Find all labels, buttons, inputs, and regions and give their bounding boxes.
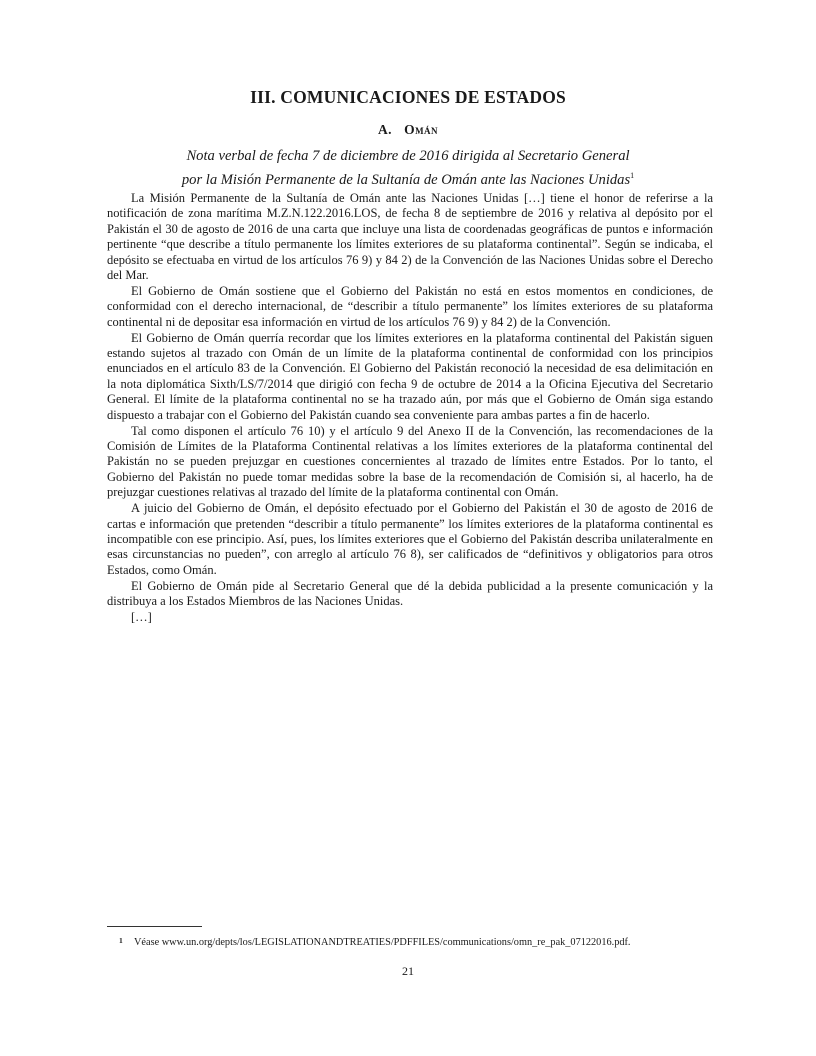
note-title (110, 147, 706, 190)
section-heading: III. COMUNICACIONES DE ESTADOS (250, 87, 566, 107)
footnote-reference[interactable]: 1 (630, 171, 635, 180)
paragraph-3: El Gobierno de Omán querría recordar que los límites exteriores en la plataforma continental del Pakistán siguen estando sujetos al trazado con Omán de un límite de la plataforma continental de conformidad con los principios enunciados en el artículo 83 de la Convención. El Gobierno del Pakistán reconoció la necesidad de esa delimitación en la nota diplomática Sixth/LS/7/2014 que dirigió con fecha 9 de octubre de 2014 a la Oficina Ejecutiva del Secretario General. El límite de la plataforma continental no se ha trazado aún, por más que el Gobierno de Omán siga estando dispuesto a trabajar con el Gobierno del Pakistán cuando sea conveniente para ambas partes a fin de hacerlo. (107, 330, 713, 422)
note-title-line-2 (110, 166, 706, 190)
footnote-mark: 1 (119, 936, 123, 945)
paragraph-ellipsis: […] (131, 609, 152, 624)
subsection-letter: A. (377, 122, 393, 137)
paragraph-5: A juicio del Gobierno de Omán, el depósito efectuado por el Gobierno del Pakistán el 30 de agosto de 2016 de cartas e información que pretenden “describir a título permanente” los límites exteriores de la plataforma continental es incompatible con ese principio. Así, pues, los límites exteriores que el Gobierno del Pakistán describa unilateralmente en esas circunstancias no pueden”, con arreglo al artículo 76 8), ser calificados de “definitivos y obligatorios para otros Estados, como Omán. (107, 501, 713, 577)
page-number: 21 (402, 964, 414, 978)
subsection-heading (0, 122, 816, 138)
note-title-line-1: Nota verbal de fecha 7 de diciembre de 2016 dirigida al Secretario General (186, 148, 630, 164)
paragraph-6: El Gobierno de Omán pide al Secretario General que dé la debida publicidad a la presente comunicación y la distribuya a los Estados Miembros de las Naciones Unidas. (107, 578, 713, 609)
paragraph-4: Tal como disponen el artículo 76 10) y el artículo 9 del Anexo II de la Convención, las recomendaciones de la Comisión de Límites de la Plataforma Continental relativas a los límites exteriores de la plataforma continental del Pakistán no se pueden prejuzgar en cuestiones concernientes al trazado de límites entre Estados. Por lo tanto, el Gobierno del Pakistán no puede tomar medidas sobre la base de la recomendación de Comisión si, al hacerlo, ha de prejuzgar cuestiones relativas al trazado del límite de la plataforma continental con Omán. (107, 423, 713, 500)
footnote-divider (107, 926, 202, 927)
paragraph-1: La Misión Permanente de la Sultanía de Omán ante las Naciones Unidas […] tiene el honor de referirse a la notificación de zona marítima M.Z.N.122.2016.LOS, de fecha 8 de septiembre de 2016 y relativa al depósito por el Pakistán el 30 de agosto de 2016 de una carta que incluye una lista de coordenadas geográficas de puntos e información pertinente “que describe a título permanente los límites exteriores de su plataforma continental”. Según se indicaba, el depósito se efectuaba en virtud de los artículos 76 9) y 84 2) de la Convención de las Naciones Unidas sobre el Derecho del Mar. (107, 191, 713, 283)
note-title-line-2-text: por la Misión Permanente de la Sultanía de Omán ante las Naciones Unidas (181, 172, 631, 188)
paragraph-2: El Gobierno de Omán sostiene que el Gobierno del Pakistán no está en estos momentos en condiciones, de conformidad con el derecho internacional, de “describir a título permanente” los límites exteriores de su plataforma continental ni de depositar esa información en virtud de los artículos 76 9) y 84 2) de la Convención. (107, 283, 713, 329)
footnote-text[interactable]: Véase www.un.org/depts/los/LEGISLATIONANDTREATIES/PDFFILES/communications/omn_re_pak_07122016.pdf. (134, 937, 631, 948)
body-text (107, 191, 713, 626)
subsection-title: Omán (404, 122, 439, 137)
